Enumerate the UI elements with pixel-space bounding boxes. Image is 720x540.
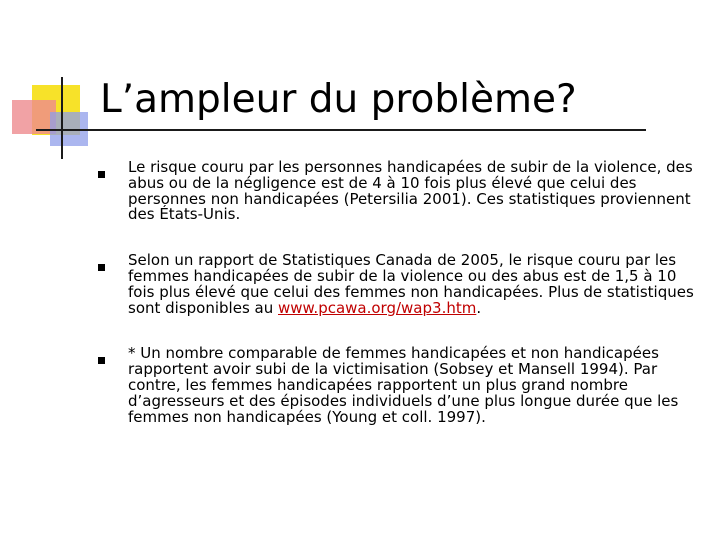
bullet-text xyxy=(128,253,700,316)
bullet-text-before-link: Selon un rapport de Statistiques Canada de 2005, le risque couru par les femmes handicapées de subir de la violence ou des abus est de 1,5 à 10 fois plus élevé que celui des femmes non handicapées. Plus de statistiques sont disponibles au xyxy=(128,251,694,317)
bullet-text: * Un nombre comparable de femmes handicapées et non handicapées rapportent avoir subi de la victimisation (Sobsey et Mansell 1994). Par contre, les femmes handicapées rapportent un plus grand nombre d’agresseurs et des épisodes individuels d’une plus longue durée que les femmes non handicapées (Young et coll. 1997). xyxy=(128,344,679,426)
square-bullet-icon xyxy=(98,171,105,178)
slide-title: L’ampleur du problème? xyxy=(100,77,577,122)
bullet-item xyxy=(96,160,701,223)
square-bullet-icon xyxy=(98,264,105,271)
square-bullet-icon xyxy=(98,357,105,364)
bullet-item xyxy=(96,346,701,425)
title-underline xyxy=(36,129,646,131)
statistics-link[interactable]: www.pcawa.org/wap3.htm xyxy=(278,298,477,317)
bullet-text-after-link: . xyxy=(476,298,482,317)
bullet-list xyxy=(96,160,701,455)
decorative-vertical-line xyxy=(61,77,63,159)
bullet-item xyxy=(96,253,701,316)
bullet-text: Le risque couru par les personnes handicapées de subir de la violence, des abus ou de la négligence est de 4 à 10 fois plus élevé que celui des personnes non handicapées (Petersilia 2001). Ces statistiques proviennent des États-Unis. xyxy=(128,158,693,224)
